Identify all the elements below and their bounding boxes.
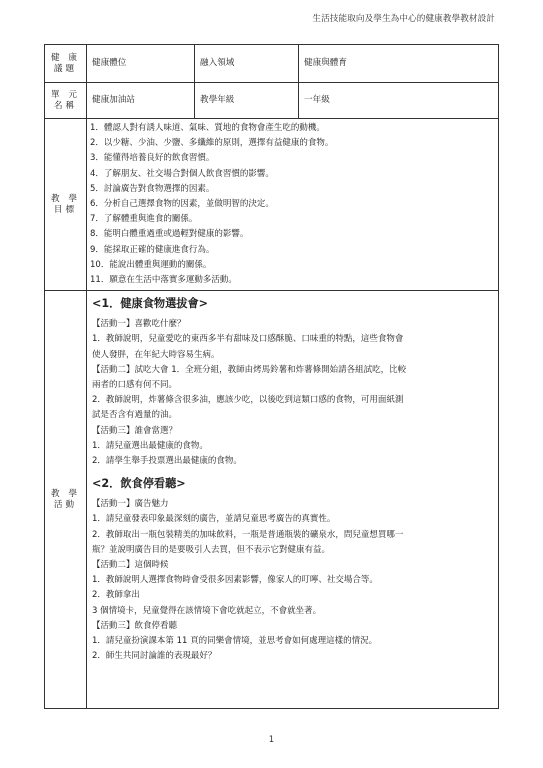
goal-item: 4．了解朋友、社交場合對個人飲食習慣的影響。 — [90, 168, 274, 179]
activities-label: 教 學 活動 — [45, 291, 87, 709]
lesson-plan-table — [44, 44, 499, 709]
table-row-goals — [45, 119, 499, 291]
activity-line: 2．師生共同討論誰的表現最好？ — [92, 651, 217, 662]
activity-line: 【活動三】誰會當選？ — [92, 425, 178, 436]
page-number: 1 — [268, 735, 275, 745]
goal-item: 11．願意在生活中落實多運動多活動。 — [90, 275, 237, 286]
goal-item: 9．能採取正確的健康進食行為。 — [90, 244, 215, 255]
activity-line: 【活動一】廣告魅力 — [92, 499, 169, 510]
goal-item: 2．以少糖、少油、少鹽、多纖維的原則，選擇有益健康的食物。 — [90, 138, 334, 149]
goal-item: 7．了解體重與進食的關係。 — [90, 214, 198, 225]
goal-item: 3．能懂得培養良好的飲食習慣。 — [90, 153, 215, 164]
grade-label: 教學年級 — [195, 83, 299, 119]
activity-line: 1．教師說明，兒童愛吃的東西多半有甜味及口感酥脆、口味重的特點，這些食物會 — [92, 334, 404, 345]
table-row-activities — [45, 291, 499, 709]
grade-value: 一年級 — [299, 83, 499, 119]
goals-list — [87, 119, 498, 290]
unit-value: 健康加油站 — [87, 83, 195, 119]
goal-item: 1．體認人對有誘人味道、氣味、質地的食物會產生吃的動機。 — [90, 123, 325, 133]
goals-content — [87, 119, 499, 291]
topic-value: 健康體位 — [87, 45, 195, 83]
activity-line: 1．請兒童扮演課本第 11 頁的同樂會情境，並思考會如何處理這樣的情況。 — [92, 636, 378, 647]
activity-line: 瓶？並說明廣告目的是要吸引人去買，但不表示它對健康有益。 — [92, 544, 331, 555]
activity-line: 2．教師取出一瓶包裝精美的加味飲料，一瓶是普通瓶裝的礦泉水，問兒童想買哪一 — [92, 529, 404, 540]
table-row-topic — [45, 45, 499, 83]
goal-item: 6．分析自己選擇食物的因素，並做明智的決定。 — [90, 199, 274, 210]
activity-line: 【活動二】試吃大會 1．全班分組，教師由烤馬鈴薯和炸薯條開始請各組試吃，比較 — [92, 364, 407, 375]
activity-line: 兩者的口感有何不同。 — [92, 380, 178, 391]
goal-item: 8．能明白體重過重或過輕對健康的影響。 — [90, 229, 249, 240]
activity-line: 2．請學生舉手投票選出最健康的食物。 — [92, 456, 242, 467]
activity-line: 【活動三】飲食停看聽 — [92, 620, 178, 631]
activity-line: 2．教師說明，炸薯條含很多油，應該少吃，以後吃到這類口感的食物，可用面紙測 — [92, 395, 404, 406]
unit-label: 單 元 名稱 — [45, 83, 87, 119]
activity-line: 2．教師拿出 — [92, 590, 140, 601]
topic-label: 健 康 議題 — [45, 45, 87, 83]
activity-line: 使人發胖，在年紀大時容易生病。 — [92, 349, 220, 360]
activity-line: 【活動一】喜歡吃什麼？ — [92, 319, 186, 330]
table-row-unit — [45, 83, 499, 119]
goal-item: 10．能說出體重與運動的關係。 — [90, 259, 212, 270]
activity-line: 試是否含有過量的油。 — [92, 410, 178, 421]
activity-line: 1．請兒童發表印象最深刻的廣告，並請兒童思考廣告的真實性。 — [92, 514, 336, 525]
activity-line: 1．教師說明人選擇食物時會受很多因素影響，像家人的叮嚀、社交場合等。 — [92, 575, 378, 586]
domain-value: 健康與體育 — [299, 45, 499, 83]
activity-line: 1．請兒童選出最健康的食物。 — [92, 440, 208, 451]
goal-item: 5．討論廣告對食物選擇的因素。 — [90, 183, 215, 194]
goals-label: 教 學 目標 — [45, 119, 87, 291]
activity-section-title: <2．飲食停看聽> — [92, 477, 186, 491]
activity-line: 3 個情境卡，兒童覺得在該情境下會吃就起立，不會就坐著。 — [92, 605, 322, 616]
activity-section-title: <1．健康食物選拔會> — [92, 297, 209, 311]
document-header: 生活技能取向及學生為中心的健康教學教材設計 — [312, 14, 495, 24]
activities-content — [87, 291, 499, 709]
activity-line: 【活動二】這個時候 — [92, 560, 169, 571]
domain-label: 融入領域 — [195, 45, 299, 83]
